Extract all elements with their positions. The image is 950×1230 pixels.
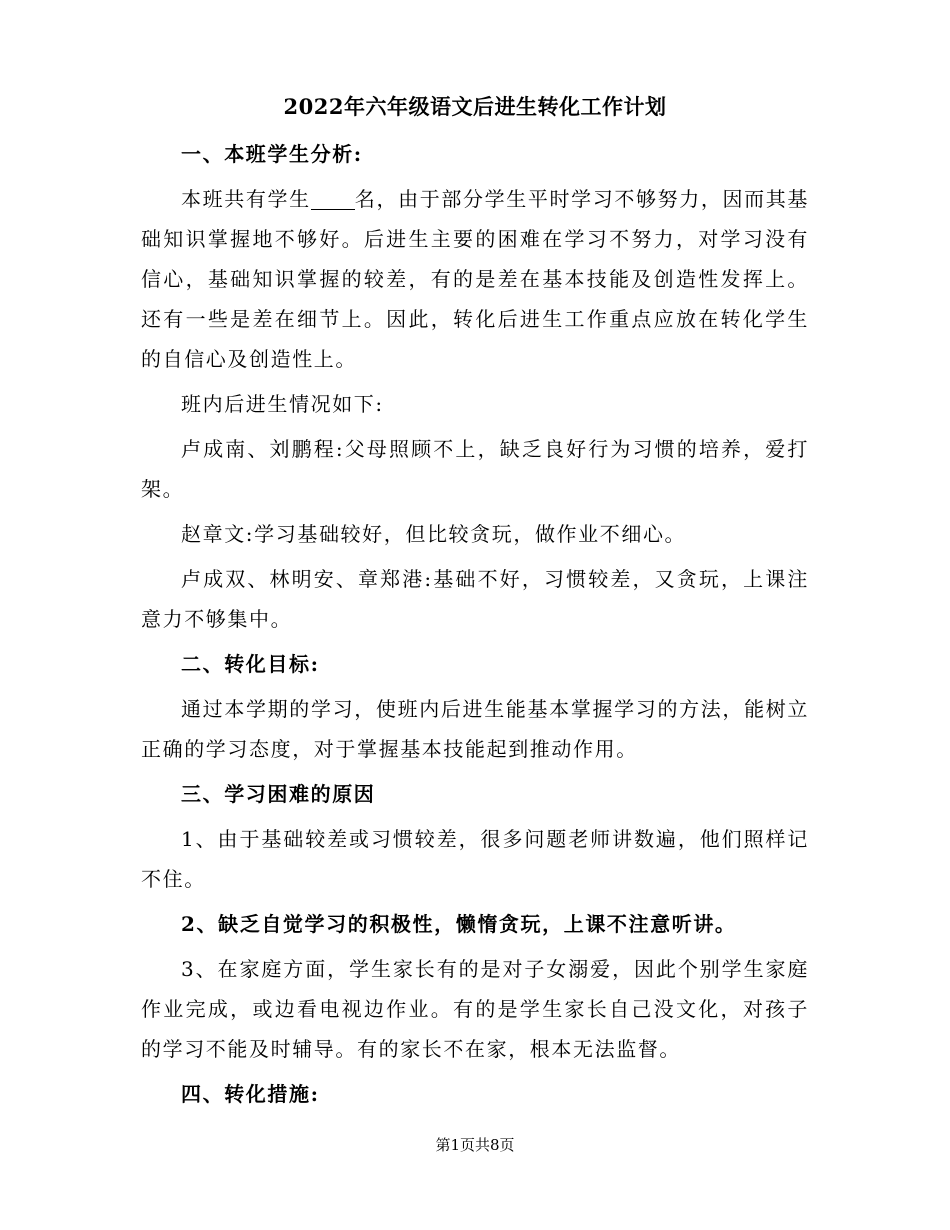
paragraph-text-start: 本班共有学生	[181, 187, 311, 211]
page-number-footer: 第1页共8页	[435, 1136, 515, 1154]
document-body	[141, 134, 809, 1114]
paragraph-situation-intro: 班内后进生情况如下:	[181, 392, 384, 416]
paragraph-text-rest: 名，由于部分学生平时学习不够努力，因而其基础知识掌握地不够好。后进生主要的困难在学习不努力，对学习没有信心，基础知识掌握的较差，有的是差在基本技能及创造性发挥上。还有一些是差在细节上。因此，转化后进生工作重点应放在转化学生的自信心及创造性上。	[141, 187, 809, 371]
section-heading-student-analysis: 一、本班学生分析:	[181, 142, 363, 166]
paragraph-cause-1: 1、由于基础较差或习惯较差，很多问题老师讲数遍，他们照样记不住。	[141, 827, 809, 891]
section-heading-causes: 三、学习困难的原因	[181, 782, 376, 806]
section-heading-goals: 二、转化目标:	[181, 652, 320, 676]
paragraph-cause-2: 2、缺乏自觉学习的积极性，懒惰贪玩，上课不注意听讲。	[181, 912, 737, 936]
paragraph-student-case-3: 卢成双、林明安、章郑港:基础不好，习惯较差，又贪玩，上课注意力不够集中。	[141, 567, 809, 631]
document-title: 2022年六年级语文后进生转化工作计划	[283, 94, 667, 119]
student-count-blank	[311, 189, 355, 210]
section-heading-measures: 四、转化措施:	[181, 1082, 320, 1106]
paragraph-cause-3: 3、在家庭方面，学生家长有的是对子女溺爱，因此个别学生家庭作业完成，或边看电视边作业。有的是学生家长自己没文化，对孩子的学习不能及时辅导。有的家长不在家，根本无法监督。	[141, 957, 809, 1061]
paragraph-goals: 通过本学期的学习，使班内后进生能基本掌握学习的方法，能树立正确的学习态度，对于掌握基本技能起到推动作用。	[141, 697, 809, 761]
paragraph-class-analysis	[141, 179, 809, 379]
paragraph-student-case-1: 卢成南、刘鹏程:父母照顾不上，缺乏良好行为习惯的培养，爱打架。	[141, 437, 809, 501]
paragraph-student-case-2: 赵章文:学习基础较好，但比较贪玩，做作业不细心。	[181, 522, 687, 546]
